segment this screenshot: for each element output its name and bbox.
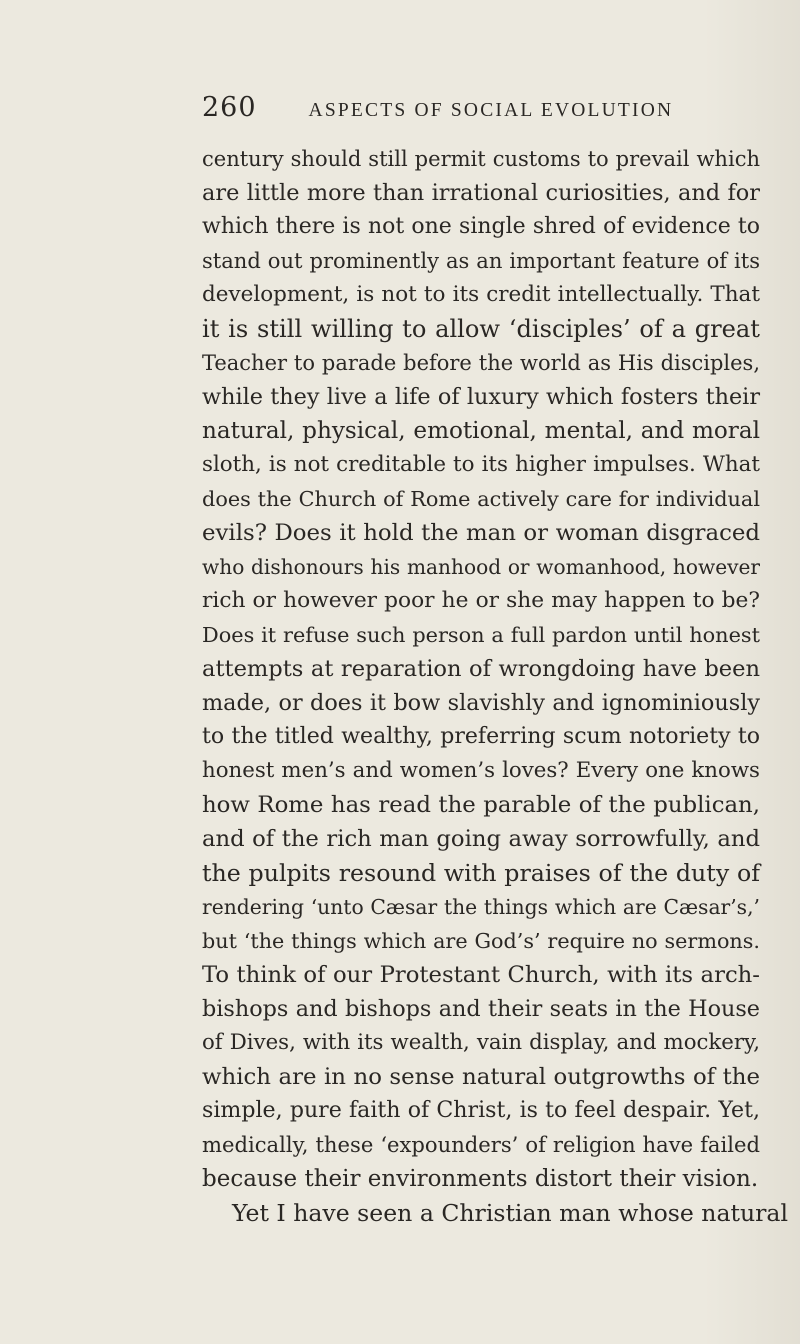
text-line: are little more than irrational curiosities, and for: [202, 180, 760, 206]
text-line: who dishonours his manhood or womanhood, however: [202, 555, 760, 579]
text-line: simple, pure faith of Christ, is to feel despair. Yet,: [202, 1098, 760, 1123]
text-line: stand out prominently as an important feature of its: [202, 248, 760, 273]
text-line: because their environments distort their vision.: [202, 1166, 759, 1192]
text-line: Yet I have seen a Christian man whose natural: [232, 1199, 788, 1227]
text-line: bishops and bishops and their seats in the House: [202, 996, 760, 1022]
running-head: ASPECTS OF SOCIAL EVOLUTION: [308, 100, 674, 121]
text-line: attempts at reparation of wrongdoing have been: [202, 656, 760, 682]
text-line: rich or however poor he or she may happen to be?: [202, 588, 760, 613]
text-line: it is still willing to allow ‘disciples’ of a great: [202, 315, 760, 343]
text-line: which are in no sense natural outgrowths of the: [202, 1064, 760, 1090]
text-line: honest men’s and women’s loves? Every one knows: [202, 758, 760, 783]
page-number: 260: [202, 92, 257, 123]
text-line: rendering ‘unto Cæsar the things which are Cæsar’s,’: [202, 895, 760, 919]
text-line: and of the rich man going away sorrowfully, and: [202, 826, 760, 852]
text-line: of Dives, with its wealth, vain display, and mockery,: [202, 1030, 760, 1055]
text-line: made, or does it bow slavishly and ignominiously: [202, 690, 760, 716]
text-line: the pulpits resound with praises of the duty of: [202, 859, 760, 887]
text-line: while they live a life of luxury which fosters their: [202, 384, 760, 410]
text-line: to the titled wealthy, preferring scum notoriety to: [202, 724, 760, 749]
text-line: sloth, is not creditable to its higher impulses. What: [202, 452, 760, 477]
text-line: how Rome has read the parable of the publican,: [202, 792, 760, 818]
text-line: does the Church of Rome actively care for individual: [202, 487, 760, 511]
text-line: evils? Does it hold the man or woman disgraced: [202, 520, 760, 546]
text-line: Does it refuse such person a full pardon until honest: [202, 623, 760, 647]
page-header: [202, 92, 762, 126]
text-line: which there is not one single shred of evidence to: [202, 214, 760, 239]
text-line: Teacher to parade before the world as His disciples,: [202, 351, 760, 375]
text-line: development, is not to its credit intellectually. That: [202, 282, 760, 307]
text-line: medically, these ‘expounders’ of religion have failed: [202, 1132, 760, 1157]
text-line: but ‘the things which are God’s’ require no sermons.: [202, 929, 760, 953]
body-text: [202, 142, 788, 1230]
text-line: century should still permit customs to prevail which: [202, 146, 760, 171]
text-line: natural, physical, emotional, mental, and moral: [202, 418, 760, 444]
text-line: To think of our Protestant Church, with its arch-: [202, 962, 760, 988]
